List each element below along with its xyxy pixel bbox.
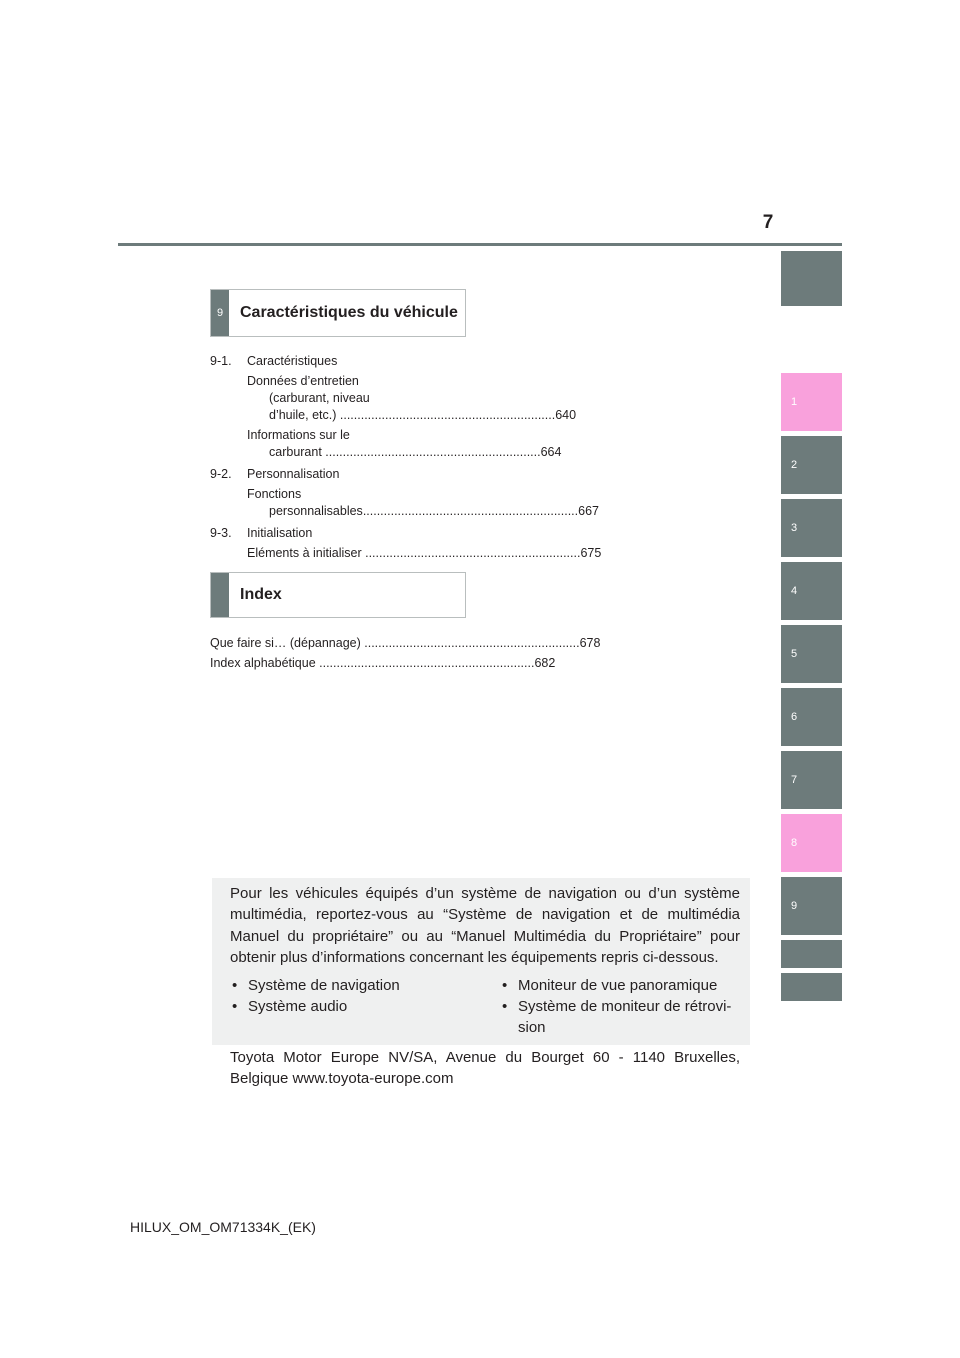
toc-entry[interactable]: Fonctions personnalisables .............................................................. 667 [247,487,599,518]
note-text: Pour les véhicules équipés d’un système de navigation ou d’un système multimédia, reportez-vous au “Système de navigation et de multimédia Manuel du propriétaire” ou au “Manuel Multimédia du Propriétaire” pour obtenir plus d’informations concernant les équipements repris ci-dessous. [230,885,740,966]
toc-entry[interactable]: Données d’entretien (carburant, niveau d’huile, etc.) .............................................................. 640 [247,374,577,422]
bullet-item-continuation: sion [518,1019,546,1036]
toc-group-9-2[interactable]: 9-2. Personnalisation [210,467,340,481]
manufacturer-address: Toyota Motor Europe NV/SA, Avenue du Bourget 60 - 1140 Bruxelles, Belgique www.toyota-europe.com [230,1049,740,1088]
chapter-tab-1[interactable]: 1 [781,373,842,431]
chapter-tab-4[interactable]: 4 [781,562,842,620]
section-9-header [210,289,466,337]
header-rule [118,243,842,246]
bullet-item: • Système audio [232,998,348,1015]
chapter-tab-6[interactable]: 6 [781,688,842,746]
footer-code: HILUX_OM_OM71334K_(EK) [130,1219,316,1235]
navigation-note-box [212,878,750,1045]
toc-group-9-1[interactable]: 9-1. Caractéristiques [210,354,338,368]
bullet-item: • Système de navigation [232,977,400,994]
chapter-tab-7[interactable]: 7 [781,751,842,809]
toc-group-9-3[interactable]: 9-3. Initialisation [210,526,313,540]
index-entry-alphabetical[interactable]: Index alphabétique .............................................................. 682 [210,656,556,670]
section-number: 9 [211,290,229,336]
chapter-tab-3[interactable]: 3 [781,499,842,557]
toc-entry[interactable]: Informations sur le carburant .............................................................. 664 [247,428,562,459]
index-title: Index [240,586,282,603]
chapter-tab-2[interactable]: 2 [781,436,842,494]
index-bar [211,573,229,617]
bullet-item: • Moniteur de vue panoramique [502,977,718,994]
chapter-tab-blank-2[interactable] [781,973,842,1001]
chapter-tab-blank-1[interactable] [781,940,842,968]
section-title: Caractéristiques du véhicule [240,304,458,321]
chapter-tab-5[interactable]: 5 [781,625,842,683]
chapter-tab-blank-top[interactable] [781,251,842,306]
toc-entry[interactable]: Eléments à initialiser .............................................................. 675 [247,546,602,560]
index-entry-troubleshooting[interactable]: Que faire si… (dépannage) .............................................................. 678 [210,636,601,650]
chapter-tab-9[interactable]: 9 [781,877,842,935]
index-header [210,572,466,618]
chapter-tab-8[interactable]: 8 [781,814,842,872]
page-number: 7 [762,212,774,233]
bullet-item: • Système de moniteur de rétrovi- [502,998,732,1015]
